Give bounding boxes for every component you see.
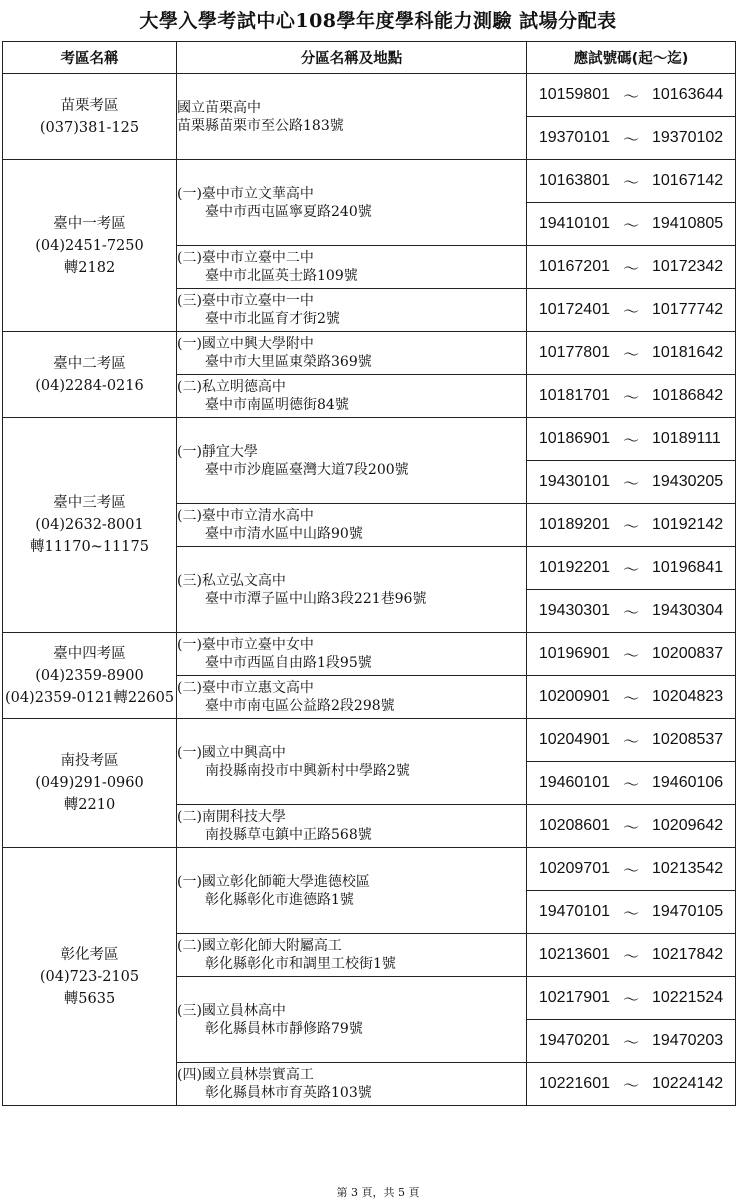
site-cell <box>177 375 527 418</box>
range-cell <box>527 891 736 934</box>
range-cell <box>527 633 736 676</box>
range-end: 10204823 <box>652 688 724 705</box>
region-cell <box>3 848 177 1106</box>
region-extension: (04)2359-0121轉22605 <box>4 689 175 706</box>
range-cell <box>527 805 736 848</box>
region-cell <box>3 332 177 418</box>
range-cell <box>527 203 736 246</box>
range-cell <box>527 676 736 719</box>
range-wrap <box>527 385 735 408</box>
region-phone: (04)723-2105 <box>39 968 140 985</box>
range-tilde: ～ <box>622 86 639 106</box>
range-tilde: ～ <box>622 1075 639 1095</box>
region-phone: (04)2359-8900 <box>35 667 144 684</box>
range-tilde: ～ <box>622 215 639 235</box>
range-wrap <box>527 772 735 795</box>
range-wrap <box>527 987 735 1010</box>
site-name: 國立苗栗高中 <box>177 99 261 116</box>
range-end: 10163644 <box>652 86 724 103</box>
site-name: (二)私立明德高中 <box>177 379 286 395</box>
site-address: 苗栗縣苗栗市至公路183號 <box>177 117 344 134</box>
range-end: 10177742 <box>652 301 724 318</box>
site-address: 彰化縣彰化市進德路1號 <box>205 891 354 908</box>
range-tilde: ～ <box>622 860 639 880</box>
range-wrap <box>527 1030 735 1053</box>
region-extension: 轉11170~11175 <box>30 539 149 555</box>
site-cell <box>177 74 527 160</box>
range-tilde: ～ <box>622 172 639 192</box>
range-start: 19470201 <box>538 1032 610 1049</box>
site-cell <box>177 547 527 633</box>
range-tilde: ～ <box>622 1032 639 1052</box>
site-address: 臺中市南屯區公益路2段298號 <box>205 698 395 714</box>
range-end: 10196841 <box>652 559 724 576</box>
range-start: 19410101 <box>538 215 610 232</box>
range-start: 10200901 <box>538 688 610 705</box>
site-name: (一)臺中市立臺中女中 <box>177 637 314 653</box>
range-end: 19470203 <box>652 1032 724 1049</box>
range-cell <box>527 332 736 375</box>
site-address: 臺中市清水區中山路90號 <box>205 526 363 542</box>
region-cell <box>3 418 177 633</box>
range-tilde: ～ <box>622 989 639 1009</box>
range-tilde: ～ <box>622 817 639 837</box>
range-tilde: ～ <box>622 903 639 923</box>
range-wrap <box>527 557 735 580</box>
range-start: 19430301 <box>538 602 610 619</box>
table-row <box>3 160 736 203</box>
range-cell <box>527 977 736 1020</box>
header-region: 考區名稱 <box>3 42 177 74</box>
range-start: 10213601 <box>538 946 610 963</box>
range-wrap <box>527 600 735 623</box>
region-cell <box>3 160 177 332</box>
range-start: 10204901 <box>538 731 610 748</box>
region-phone: (04)2632-8001 <box>35 517 144 533</box>
range-tilde: ～ <box>622 129 639 149</box>
page-title: 大學入學考試中心108學年度學科能力測驗 試場分配表 <box>139 10 617 32</box>
region-cell <box>3 633 177 719</box>
header-site: 分區名稱及地點 <box>177 42 527 74</box>
site-cell <box>177 633 527 676</box>
site-cell <box>177 719 527 805</box>
region-phone: (04)2451-7250 <box>35 237 144 254</box>
range-cell <box>527 934 736 977</box>
site-name: (二)臺中市立清水高中 <box>177 508 314 524</box>
range-wrap <box>527 514 735 537</box>
range-tilde: ～ <box>622 387 639 407</box>
range-end: 10221524 <box>652 989 724 1006</box>
site-address: 臺中市南區明德街84號 <box>205 397 349 413</box>
range-end: 10200837 <box>652 645 724 662</box>
range-tilde: ～ <box>622 258 639 278</box>
region-name: 彰化考區 <box>60 946 119 963</box>
range-end: 10172342 <box>652 258 724 275</box>
range-tilde: ～ <box>622 473 639 493</box>
range-wrap <box>527 686 735 709</box>
site-address: 臺中市西區自由路1段95號 <box>205 655 372 671</box>
range-start: 10189201 <box>538 516 610 533</box>
range-cell <box>527 418 736 461</box>
table-row <box>3 719 736 762</box>
site-name: (四)國立員林崇實高工 <box>177 1067 314 1083</box>
range-wrap <box>527 729 735 752</box>
table-row <box>3 74 736 117</box>
range-tilde: ～ <box>622 602 639 622</box>
range-tilde: ～ <box>622 645 639 665</box>
site-cell <box>177 289 527 332</box>
range-wrap <box>527 342 735 365</box>
range-end: 10224142 <box>652 1075 724 1092</box>
site-cell <box>177 418 527 504</box>
range-end: 10167142 <box>652 172 724 189</box>
site-cell <box>177 934 527 977</box>
range-end: 10217842 <box>652 946 724 963</box>
table-row <box>3 848 736 891</box>
range-start: 19430101 <box>538 473 610 490</box>
site-cell <box>177 977 527 1063</box>
range-wrap <box>527 428 735 451</box>
table-header-row <box>3 42 736 74</box>
range-wrap <box>527 643 735 666</box>
region-extension: 轉5635 <box>63 990 116 1007</box>
range-cell <box>527 1063 736 1106</box>
range-cell <box>527 74 736 117</box>
site-address: 臺中市西屯區寧夏路240號 <box>205 203 372 220</box>
site-name: (二)臺中市立惠文高中 <box>177 680 314 696</box>
range-end: 10186842 <box>652 387 724 404</box>
range-end: 19410805 <box>652 215 724 232</box>
site-cell <box>177 1063 527 1106</box>
site-cell <box>177 160 527 246</box>
range-start: 10217901 <box>538 989 610 1006</box>
range-end: 19460106 <box>652 774 724 791</box>
range-start: 10209701 <box>538 860 610 877</box>
table-body <box>3 74 736 1106</box>
site-address: 臺中市北區英士路109號 <box>205 268 358 284</box>
region-phone: (049)291-0960 <box>35 775 144 791</box>
range-end: 19430205 <box>652 473 724 490</box>
range-start: 10221601 <box>538 1075 610 1092</box>
range-cell <box>527 375 736 418</box>
range-start: 19470101 <box>538 903 610 920</box>
table-row <box>3 332 736 375</box>
site-address: 臺中市大里區東榮路369號 <box>205 354 372 370</box>
range-end: 19370102 <box>652 129 724 146</box>
region-extension: 轉2182 <box>63 259 116 276</box>
site-name: (二)臺中市立臺中二中 <box>177 250 314 266</box>
range-cell <box>527 719 736 762</box>
site-address: 彰化縣彰化市和調里工校街1號 <box>205 956 396 972</box>
range-cell <box>527 590 736 633</box>
site-address: 臺中市北區育才街2號 <box>205 311 340 327</box>
site-cell <box>177 504 527 547</box>
site-cell <box>177 332 527 375</box>
range-wrap <box>527 858 735 881</box>
range-cell <box>527 504 736 547</box>
range-tilde: ～ <box>622 516 639 536</box>
site-name: (三)臺中市立臺中一中 <box>177 293 314 309</box>
range-end: 10192142 <box>652 516 724 533</box>
range-wrap <box>527 299 735 322</box>
range-wrap <box>527 944 735 967</box>
range-start: 10192201 <box>538 559 610 576</box>
range-start: 10196901 <box>538 645 610 662</box>
site-address: 臺中市潭子區中山路3段221巷96號 <box>205 590 427 607</box>
site-address: 南投縣草屯鎮中正路568號 <box>205 827 372 843</box>
range-wrap <box>527 471 735 494</box>
region-phone: (04)2284-0216 <box>35 377 144 394</box>
range-cell <box>527 1020 736 1063</box>
range-tilde: ～ <box>622 301 639 321</box>
region-name: 苗栗考區 <box>60 97 119 114</box>
site-name: (二)南開科技大學 <box>177 809 286 825</box>
range-tilde: ～ <box>622 344 639 364</box>
range-end: 19470105 <box>652 903 724 920</box>
region-name: 臺中一考區 <box>53 215 126 232</box>
range-wrap <box>527 213 735 236</box>
site-cell <box>177 848 527 934</box>
site-cell <box>177 676 527 719</box>
region-name: 臺中四考區 <box>53 645 126 662</box>
range-tilde: ～ <box>622 430 639 450</box>
range-start: 19370101 <box>538 129 610 146</box>
region-cell <box>3 719 177 848</box>
header-range: 應試號碼(起～迄) <box>527 42 736 74</box>
range-wrap <box>527 256 735 279</box>
range-wrap <box>527 1073 735 1096</box>
site-name: (三)私立弘文高中 <box>177 572 286 589</box>
range-cell <box>527 461 736 504</box>
site-address: 南投縣南投市中興新村中學路2號 <box>205 762 410 779</box>
range-start: 19460101 <box>538 774 610 791</box>
range-start: 10181701 <box>538 387 610 404</box>
site-address: 彰化縣員林市靜修路79號 <box>205 1020 363 1037</box>
range-wrap <box>527 127 735 150</box>
range-cell <box>527 547 736 590</box>
range-end: 19430304 <box>652 602 724 619</box>
table-row <box>3 418 736 461</box>
site-name: (一)國立彰化師範大學進德校區 <box>177 873 370 890</box>
range-wrap <box>527 901 735 924</box>
range-end: 10189111 <box>652 430 721 447</box>
range-tilde: ～ <box>622 946 639 966</box>
site-name: (一)國立中興高中 <box>177 744 286 761</box>
range-tilde: ～ <box>622 774 639 794</box>
range-tilde: ～ <box>622 731 639 751</box>
range-tilde: ～ <box>622 688 639 708</box>
range-start: 10159801 <box>538 86 610 103</box>
range-wrap <box>527 815 735 838</box>
site-cell <box>177 805 527 848</box>
range-cell <box>527 848 736 891</box>
range-cell <box>527 289 736 332</box>
region-name: 臺中三考區 <box>53 495 126 511</box>
range-end: 10208537 <box>652 731 724 748</box>
range-end: 10181642 <box>652 344 724 361</box>
site-address: 彰化縣員林市育英路103號 <box>205 1085 372 1101</box>
site-name: (二)國立彰化師大附屬高工 <box>177 938 342 954</box>
region-name: 臺中二考區 <box>53 355 126 372</box>
range-start: 10167201 <box>538 258 610 275</box>
site-name: (一)國立中興大學附中 <box>177 336 314 352</box>
range-tilde: ～ <box>622 559 639 579</box>
range-start: 10172401 <box>538 301 610 318</box>
range-start: 10177801 <box>538 344 610 361</box>
range-start: 10208601 <box>538 817 610 834</box>
site-name: (一)靜宜大學 <box>177 443 258 460</box>
site-name: (三)國立員林高中 <box>177 1002 286 1019</box>
range-wrap <box>527 170 735 193</box>
range-start: 10186901 <box>538 430 610 447</box>
range-end: 10213542 <box>652 860 724 877</box>
range-cell <box>527 160 736 203</box>
region-extension: 轉2210 <box>63 797 116 813</box>
table-row <box>3 633 736 676</box>
range-end: 10209642 <box>652 817 724 834</box>
region-name: 南投考區 <box>60 753 119 769</box>
site-cell <box>177 246 527 289</box>
range-wrap <box>527 84 735 107</box>
allocation-table <box>2 41 736 1106</box>
region-cell <box>3 74 177 160</box>
range-cell <box>527 117 736 160</box>
page-footer: 第 3 頁，共 5 頁 <box>336 1186 420 1199</box>
site-name: (一)臺中市立文華高中 <box>177 185 314 202</box>
site-address: 臺中市沙鹿區臺灣大道7段200號 <box>205 461 409 478</box>
range-cell <box>527 762 736 805</box>
range-cell <box>527 246 736 289</box>
region-phone: (037)381-125 <box>39 119 140 136</box>
range-start: 10163801 <box>538 172 610 189</box>
